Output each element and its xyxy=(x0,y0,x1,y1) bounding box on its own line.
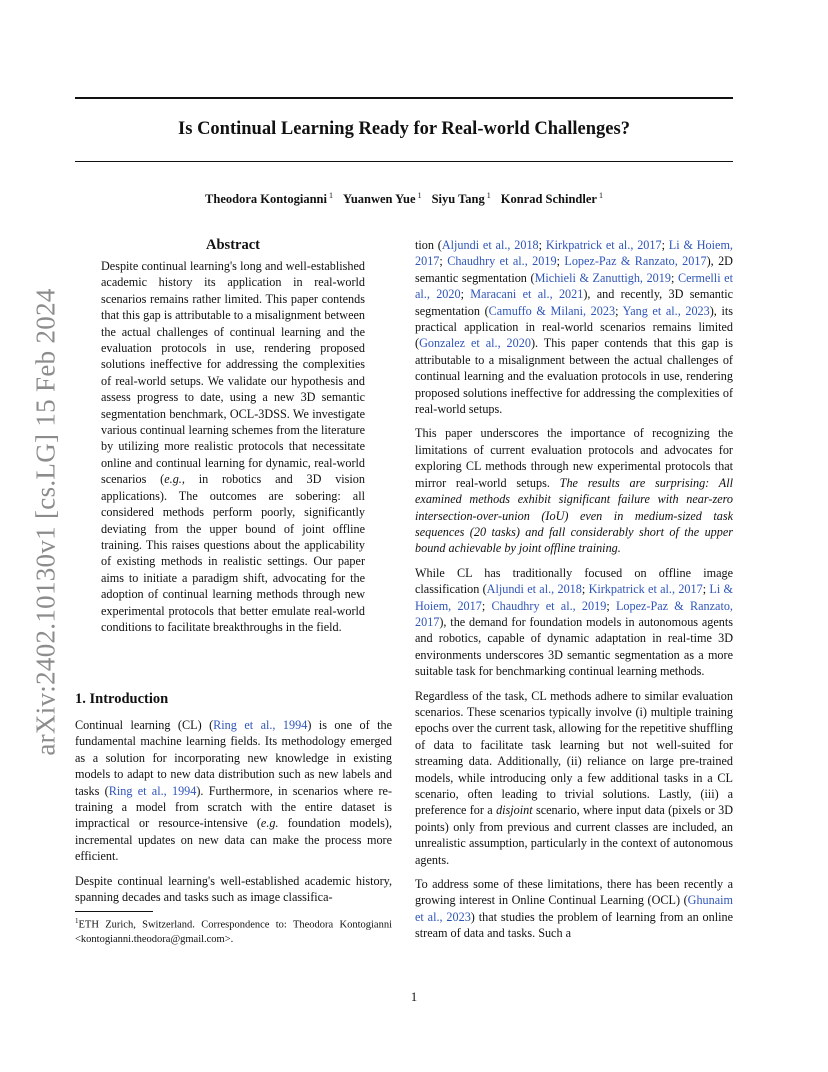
footnote-rule xyxy=(75,911,153,912)
abstract-section xyxy=(101,236,365,635)
right-column xyxy=(415,237,733,950)
citation-link[interactable]: Cermelli et al., 2020 xyxy=(415,270,733,302)
affiliation-mark: 1 xyxy=(484,191,491,200)
page-number: 1 xyxy=(410,990,418,1004)
right-paragraph-5: To address some of these limitations, there has been recently a growing interest in Online Continual Learning (OCL) (Ghunaim et al., 2023) that studies the problem of learning from an online stream of data and tasks. Such a xyxy=(415,877,734,941)
citation-link[interactable]: Camuffo & Milani, 2023 xyxy=(488,303,616,318)
citation-link[interactable]: Ring et al., 1994 xyxy=(108,783,197,798)
citation-link[interactable]: Michieli & Zanuttigh, 2019 xyxy=(534,270,671,285)
introduction-section xyxy=(75,690,392,913)
abstract-heading: Abstract xyxy=(206,237,260,253)
citation-link[interactable]: Kirkpatrick et al., 2017 xyxy=(588,582,703,597)
citation-link[interactable]: Li & Hoiem, 2017 xyxy=(415,582,733,613)
footnote-mark: 1 xyxy=(75,917,79,925)
citation-link[interactable]: Aljundi et al., 2018 xyxy=(441,238,539,252)
right-paragraph-3: While CL has traditionally focused on offline image classification (Aljundi et al., 2018; Kirkpatrick et al., 2017; Li & Hoiem, 2017; Chaudhry et al., 2019; Lopez-Paz & Ranzato, 2017), the demand for foundation models in autonomous agents and robotics, capable of dynamic adaptation in real-time 3D environments underscores 3D semantic segmentation as a more suitable task for benchmarking continual learning methods. xyxy=(415,565,733,679)
citation-link[interactable]: Chaudhry et al., 2019 xyxy=(491,598,607,613)
affiliation-mark: 1 xyxy=(596,191,603,200)
intro-paragraph-1: Continual learning (CL) (Ring et al., 1994) is one of the fundamental machine learning fields. Its methodology emerged as a solution for incorporating new knowledge in existing models to adapt to new data distribution such as new labels and tasks (Ring et al., 1994). Furthermore, in scenarios where re-training a model from scratch with the entire dataset is impractical or resource-intensive (e.g. foundation models), incremental updates on new data can make the process more efficient. xyxy=(75,718,393,864)
citation-link[interactable]: Lopez-Paz & Ranzato, 2017 xyxy=(415,598,733,629)
author-name: Konrad Schindler $^1$ xyxy=(500,191,603,206)
footnote xyxy=(75,914,392,947)
author-name: Theodora Kontogianni $^1$ xyxy=(205,191,333,206)
citation-link[interactable]: Ring et al., 1994 xyxy=(213,718,308,732)
author-name: Yuanwen Yue $^1$ xyxy=(342,191,422,206)
right-paragraph-2: This paper underscores the importance of recognizing the limitations of current evaluation protocols and advocates for exploring CL methods through new experimental protocols that mirror real-world setups. The results are surprising: All examined methods exhibit significant failure with near-zero intersection-over-union (IoU) even in medium-sized task sequences (20 tasks) and fall considerably short of the upper bound achievable by joint offline training. xyxy=(415,426,733,556)
affiliation-mark: 1 xyxy=(415,191,422,200)
affiliation-mark: 1 xyxy=(326,191,333,200)
citation-link[interactable]: Aljundi et al., 2018 xyxy=(486,582,582,597)
intro-paragraph-2: Despite continual learning's well-established academic history, spanning decades and tasks such as image classifica- xyxy=(75,873,392,905)
footnote-text: ETH Zurich, Switzerland. Correspondence to: Theodora Kontogianni <kontogianni.theodora@gmail.com>. xyxy=(75,919,392,945)
citation-link[interactable]: Maracani et al., 2021 xyxy=(470,287,584,302)
citation-link[interactable]: Li & Hoiem, 2017 xyxy=(415,238,733,269)
citation-link[interactable]: Gonzalez et al., 2020 xyxy=(419,336,531,351)
citation-link[interactable]: Lopez-Paz & Ranzato, 2017 xyxy=(564,254,707,269)
section-heading: 1. Introduction xyxy=(75,691,169,707)
title-rule xyxy=(75,161,733,162)
right-paragraph-4: Regardless of the task, CL methods adhere to similar evaluation scenarios. These scenarios typically involve (i) multiple training epochs over the current task, allowing for the repetitive shuffling of data to facilitate task learning but not well-suited for streaming data. Additionally, (ii) reliance on large pre-trained models, while introducing only a few additional tasks in a CL scenario, often leading to trivial solutions. Lastly, (iii) a preference for a disjoint scenario, where input data (pixels or 3D points) only from previous and current classes are included, an unrealistic assumption, particularly in the context of autonomous agents. xyxy=(415,688,734,867)
citation-link[interactable]: Chaudhry et al., 2019 xyxy=(447,254,557,269)
top-rule xyxy=(75,97,733,99)
citation-link[interactable]: Yang et al., 2023 xyxy=(622,303,710,318)
italic-text: disjoint xyxy=(496,803,533,818)
author-name: Siyu Tang $^1$ xyxy=(431,191,491,206)
arxiv-identifier: arXiv:2402.10130v1 [cs.LG] 15 Feb 2024 xyxy=(30,288,61,756)
key-finding-text: The results are surprising: All examined methods exhibit significant failure with near-zero intersection-over-union (IoU) even in medium-sized task sequences (20 tasks) and fall considerably short of the upper bound achievable by joint offline training. xyxy=(415,475,733,556)
paper-title: Is Continual Learning Ready for Real-world Challenges? xyxy=(178,119,630,139)
author-list xyxy=(75,192,733,207)
right-paragraph-1: tion (Aljundi et al., 2018; Kirkpatrick et al., 2017; Li & Hoiem, 2017; Chaudhry et al., 2019; Lopez-Paz & Ranzato, 2017), 2D semantic segmentation (Michieli & Zanuttigh, 2019; Cermelli et al., 2020; Maracani et al., 2021), and recently, 3D semantic segmentation (Camuffo & Milani, 2023; Yang et al., 2023), its practical application in real-world scenarios remains limited (Gonzalez et al., 2020). This paper contends that this gap is attributable to a misalignment between the actual challenges of continual learning and the evaluation protocols in use, rendering proposed solutions ineffective for addressing the complexities of real-world setups. xyxy=(415,238,734,417)
italic-text: e.g. xyxy=(164,472,182,487)
citation-link[interactable]: Kirkpatrick et al., 2017 xyxy=(545,238,662,252)
citation-link[interactable]: Ghunaim et al., 2023 xyxy=(415,893,733,924)
italic-text: e.g. xyxy=(260,816,279,831)
abstract-text: Despite continual learning's long and well-established academic history its application in real-world scenarios remains rather limited. This paper contends that this gap is attributable to a misalignment between the actual challenges of continual learning and the evaluation protocols in use, rendering proposed solutions ineffective for addressing the complexities of real-world setups. We validate our hypothesis and assess progress to date, using a new 3D semantic segmentation benchmark, OCL-3DSS. We investigate various continual learning schemes from the literature by utilizing more realistic protocols that necessitate online and continual learning for dynamic, real-world scenarios (e.g., in robotics and 3D vision applications). The outcomes are sobering: all considered methods perform poorly, significantly deviating from the upper bound of joint offline training. This raises questions about the applicability of existing methods in realistic settings. Our paper aims to initiate a paradigm shift, advocating for the adoption of continual learning methods through new experimental protocols that better emulate real-world conditions to facilitate breakthroughs in the field. xyxy=(101,259,365,634)
